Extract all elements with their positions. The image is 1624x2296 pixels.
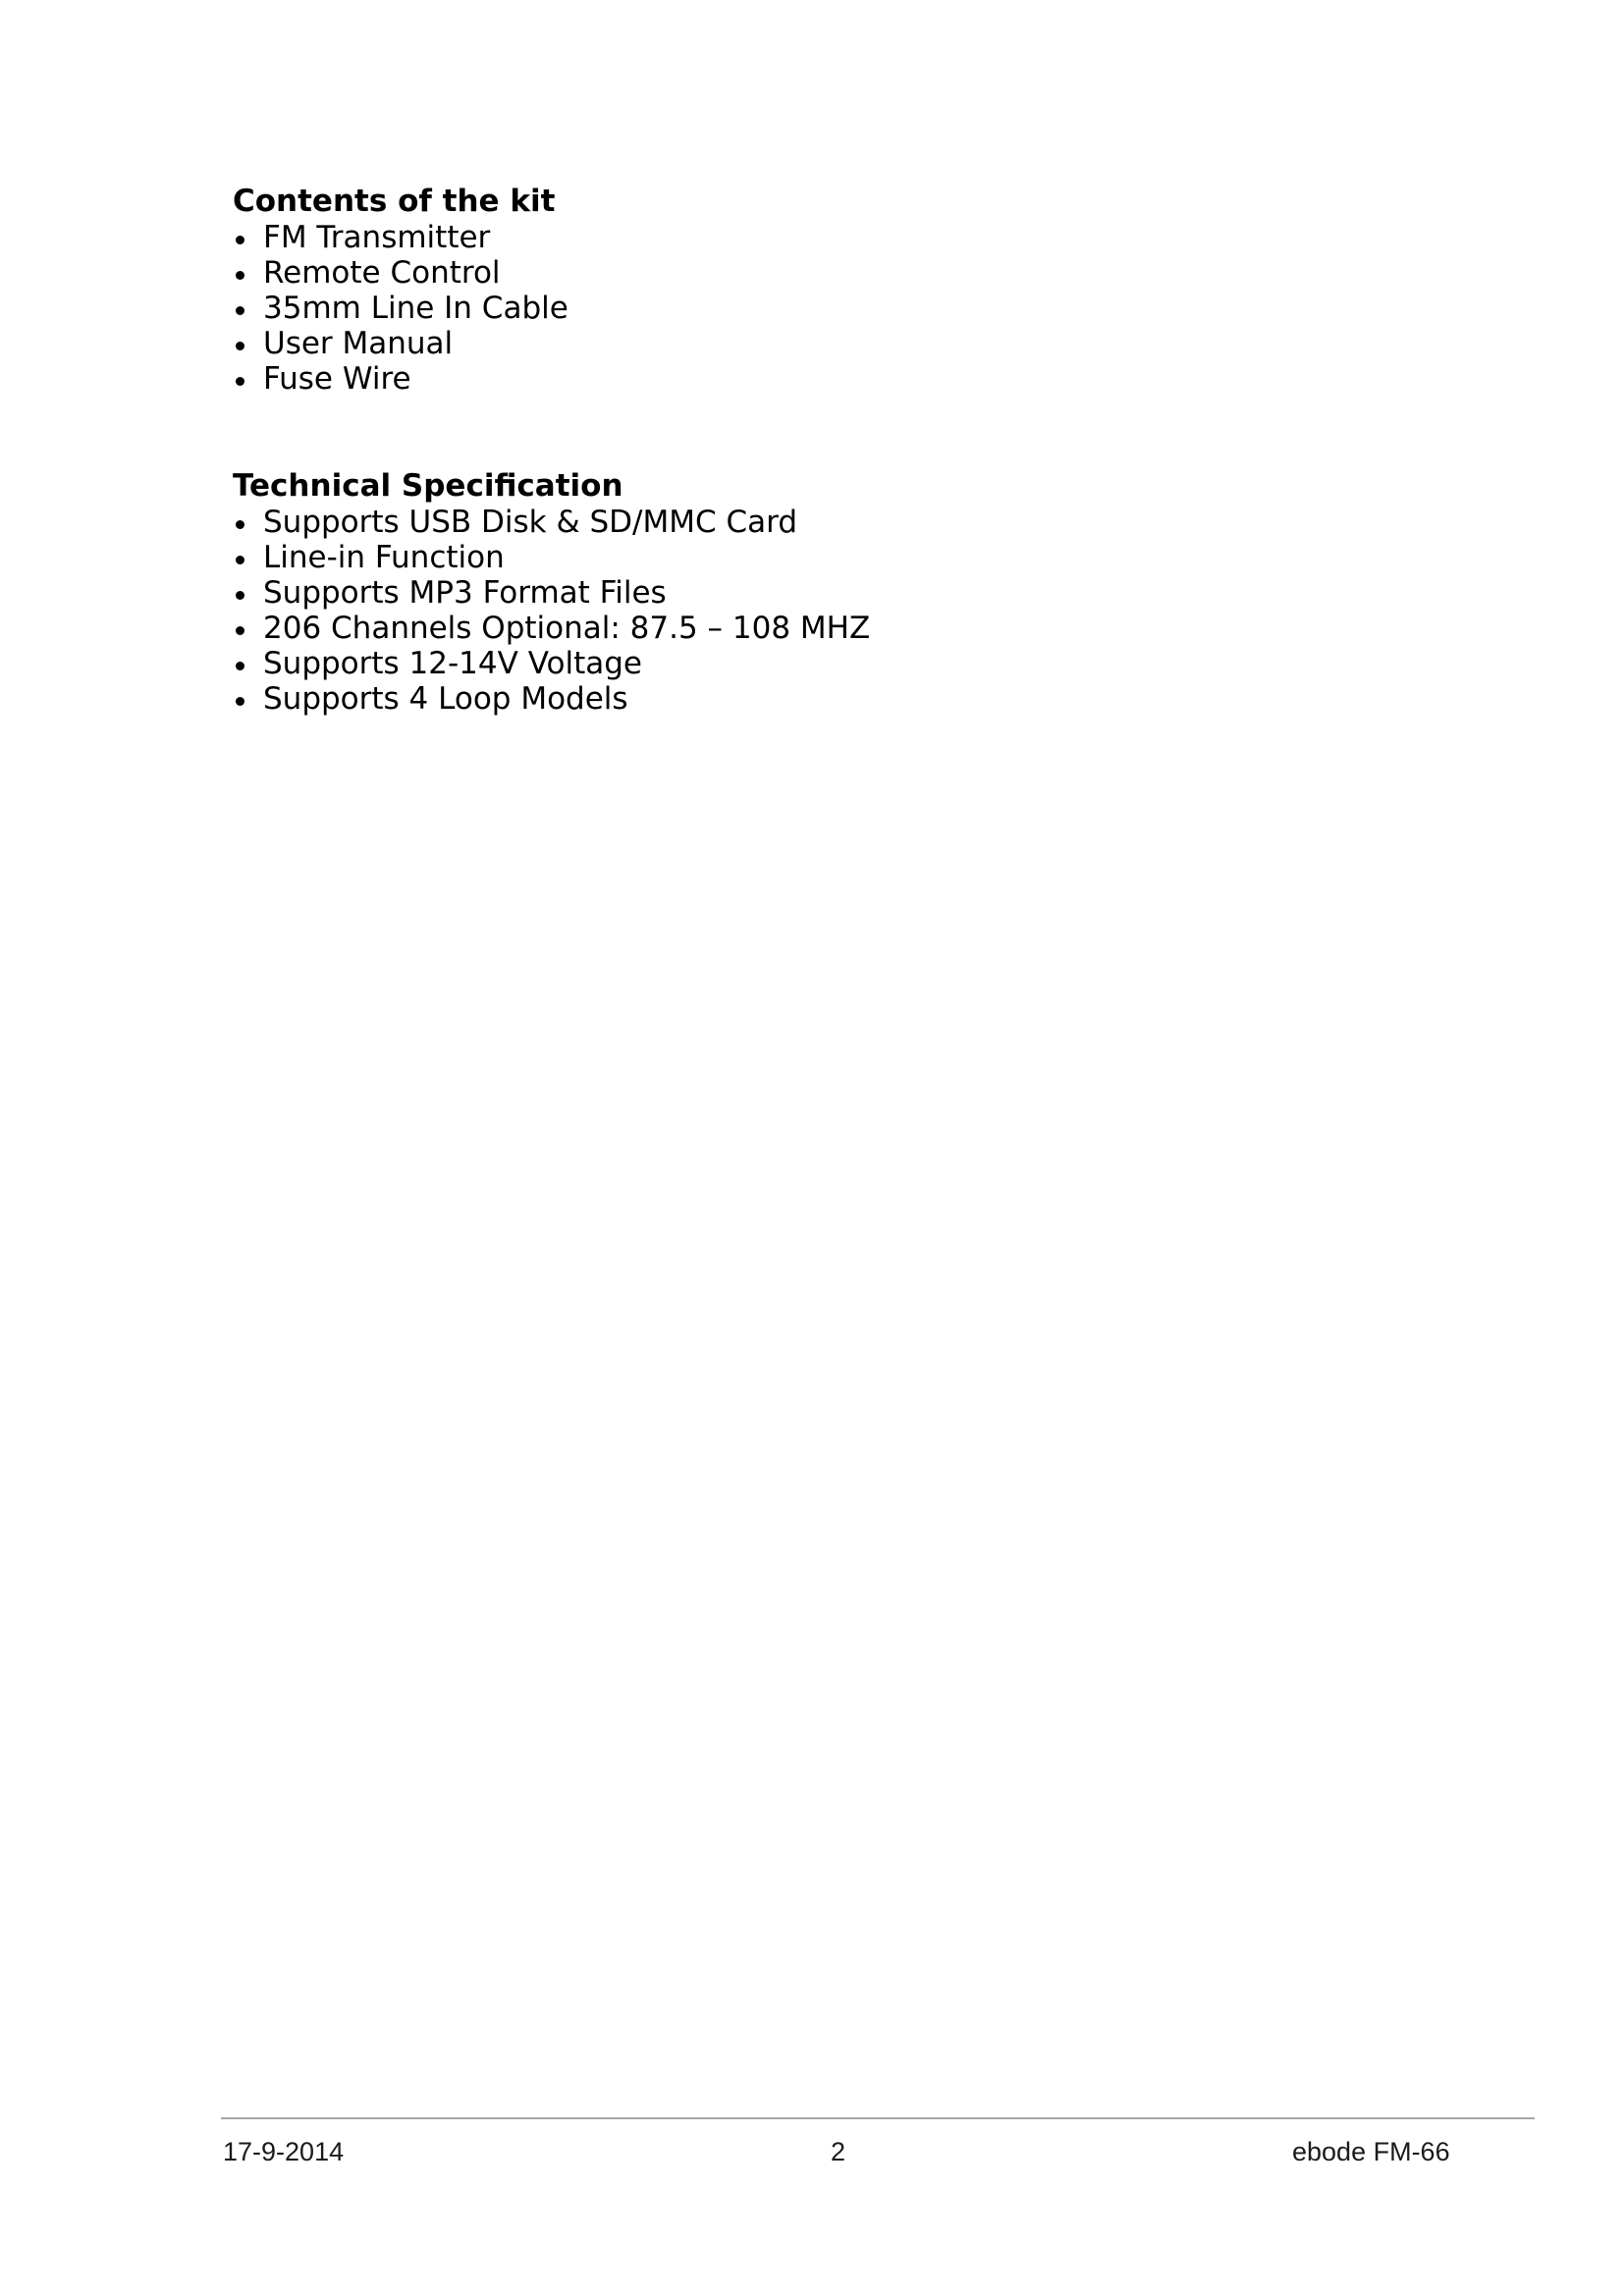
bullet-icon: [236, 342, 244, 350]
list-item: [233, 291, 1313, 326]
list-item-text: Supports MP3 Format Files: [263, 575, 667, 611]
contents-heading: Contents of the kit: [233, 184, 556, 219]
bullet-icon: [236, 591, 244, 600]
bullet-icon: [236, 306, 244, 315]
list-item-text: FM Transmitter: [263, 220, 491, 255]
list-item: [233, 611, 1313, 646]
list-item: [233, 505, 1313, 540]
footer-product-name: ebode FM-66: [1292, 2137, 1450, 2166]
specs-list: [233, 505, 1313, 717]
list-item-text: Supports USB Disk & SD/MMC Card: [263, 505, 798, 540]
contents-list: [233, 220, 1313, 397]
bullet-icon: [236, 520, 244, 529]
list-item-text: Line-in Function: [263, 540, 505, 575]
list-item: [233, 326, 1313, 361]
specs-heading: Technical Specification: [233, 468, 623, 504]
bullet-icon: [236, 556, 244, 564]
list-item-text: Remote Control: [263, 255, 501, 291]
bullet-icon: [236, 377, 244, 386]
list-item-text: Fuse Wire: [263, 361, 411, 397]
list-item: [233, 575, 1313, 611]
list-item-text: 35mm Line In Cable: [263, 291, 568, 326]
list-item: [233, 646, 1313, 681]
footer-date: 17-9-2014: [223, 2137, 345, 2166]
list-item: [233, 361, 1313, 397]
bullet-icon: [236, 271, 244, 280]
specs-section: [233, 467, 1313, 717]
list-item-text: Supports 4 Loop Models: [263, 681, 628, 717]
bullet-icon: [236, 626, 244, 635]
list-item: [233, 540, 1313, 575]
bullet-icon: [236, 662, 244, 670]
bullet-icon: [236, 236, 244, 244]
footer-page-number: 2: [831, 2137, 846, 2166]
contents-section: [233, 183, 1313, 397]
list-item-text: Supports 12-14V Voltage: [263, 646, 642, 681]
list-item-text: 206 Channels Optional: 87.5 – 108 MHZ: [263, 611, 871, 646]
bullet-icon: [236, 697, 244, 706]
list-item-text: User Manual: [263, 326, 454, 361]
list-item: [233, 255, 1313, 291]
list-item: [233, 681, 1313, 717]
footer-divider: [221, 2117, 1535, 2119]
list-item: [233, 220, 1313, 255]
